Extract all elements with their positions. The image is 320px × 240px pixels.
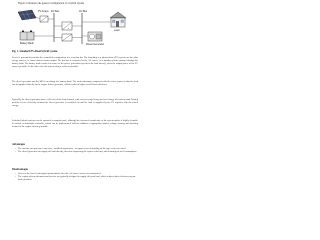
disadvantage-item: • Power to the load is interrupted momentarily when the AC power sources are transferred. <box>15 172 139 175</box>
ac-bus-label: AC Bus <box>79 10 88 13</box>
document-page <box>0 0 149 198</box>
diesel-label: Diesel Generator <box>86 43 105 46</box>
advantages-list <box>12 147 139 153</box>
paragraph-4: Switched hybrid systems can be operated in manual mode, although the increased complexity of the system makes it highly desirable to include an automatic controller, which can be implemented with the addition of appropriate battery voltage sensing and start/stop control of the engine-driven generator. <box>12 119 138 129</box>
svg-text:~: ~ <box>63 24 65 27</box>
disadvantage-item: • The engine-driven alternator and inverter are typically designed to supply the peak load, which reduces their efficiency at part load operation. <box>15 175 139 181</box>
paragraph-3: Typically, the diesel generator power will exceed the load demand, with excess energy being used to recharge the battery bank. During periods of low electricity demand the diesel generator is switched off and the load is supplied by the PV together with the stored energy. <box>12 98 138 108</box>
paragraph-1: Power is generated from/into the controlled configuration in a way that fits. The bounding in a photovoltaic (PV) system are the solar energy sources, to ensure that electronic output. The inverter is connected to the AC source, to a standby system operated through the battery bank. The battery bank works as a source of the power generation system to the load directly, when the output power of the PV array is possible. In the other case the system always works as possible. <box>12 56 138 69</box>
disadvantages-list <box>12 172 139 181</box>
dc-bus-label: DC Bus <box>51 10 60 13</box>
figure-caption: Fig. 1. Standard PV-diesel hybrid system. <box>12 50 58 53</box>
battery-label: Battery Bank <box>20 42 34 45</box>
advantage-item: • The diesel generator can supply the load directly, therefore improving the system efficiency and reducing the fuel consumption. <box>15 150 139 153</box>
pv-array-icon <box>18 10 36 20</box>
load-label: Load <box>114 29 120 32</box>
disadvantages-heading: Disadvantages <box>12 168 28 171</box>
hybrid-system-diagram <box>14 8 136 48</box>
pv-label: PV Arrays <box>38 10 49 13</box>
advantage-item: • The inverter can generate a sinewave, modified squarewave, or square wave depending on the type of inverter used. <box>15 147 139 150</box>
diesel-generator-icon <box>88 32 102 41</box>
advantages-heading: Advantages <box>12 143 25 146</box>
battery-bank-icon <box>20 31 34 41</box>
load-house-icon <box>110 12 126 27</box>
svg-text:=: = <box>68 28 70 30</box>
paragraph-2: The diesel generator and the MGS can charge the battery bank. The main advantage compared with the series system is that the load can be supplied directly by the engine driven generator, which results in higher overall fuel-efficiency. <box>12 80 138 87</box>
intro-heading: Figure 2 illustrates the general configuration of a hybrid system <box>18 2 85 5</box>
